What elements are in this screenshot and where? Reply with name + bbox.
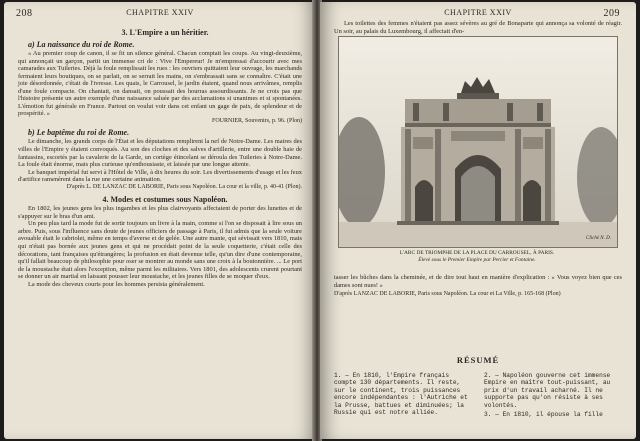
paragraph-b2: Le banquet impérial fut servi à l'Hôtel de Ville, à dix heures du soir. Les divertissements d'usage et les feux d'artifice ramenèrent dans la rue une certaine animation. [18,168,302,184]
section-3-title: 3. L'Empire a un héritier. [121,28,209,37]
arc-de-triomphe-illustration [339,37,617,247]
caption-line-1: L'ARC DE TRIOMPHE DE LA PLACE DU CARROUSEL, À PARIS. [399,250,555,256]
section-4-title: 4. Modes et costumes sous Napoléon. [102,195,228,205]
resume-item-2-text: 2. — Napoléon gouverne cet immense Empire en maître tout-puissant, au prix d'un travail acharné. Il ne supporte pas qu'on résiste à ses volontés. [484,372,611,409]
paragraph-c2: Un peu plus tard la mode fut de sortir toujours un livre à la main, comme si l'on se disposait à lire sous un arbre. Puis, sous l'influence sans doute de jeunes officiers de passage à Paris, il fut admis que la seule voiture avouable était le cabriolet, même en temps d'averse et de gelée. Une autre manie, qui sévissait vers 1810, mais qui n'était pas bornée aux jeunes gens et qui ne procédait point de la seule coquetterie, c'était celle des décorations, tant françaises qu'étrangères; la profusion en était devenue telle, qu'un dire d'une contemporaine, qu'il fallait beaucoup de philosophie pour oser se montrer au monde sans une croix à la boutonnière. ... Le port de la moustache était alors l'exception, même parmi les militaires. Vers 1801, des adolescents crurent pourtant se donner un air martial en laissant pousser leur moustache, et les jeunes filles de se moquer d'eux. [18,220,302,281]
subsection-a-title: a) La naissance du roi de Rome. [28,40,135,49]
caption-line-2: Élevé sous le Premier Empire par Percier et Fontaine. [418,256,536,263]
figure-caption [338,250,616,263]
paragraph-continuation: tasser les bûches dans la cheminée, et de dire tout haut en manière d'explication : « Vous voyez bien que ces dames sont nues! » [334,274,622,289]
left-running-head [14,8,306,20]
paragraph-top: Les toilettes des femmes n'étaient pas assez sévères au gré de Bonaparte qui annonça sa volonté de réagir. Un soir, au palais du Luxembourg, il affectait d'en- [334,20,622,35]
resume-title: RÉSUMÉ [456,355,500,365]
resume-item-2 [484,372,622,418]
right-chapter-title: CHAPITRE XXIV [444,8,512,17]
left-column [18,28,302,288]
source-c: D'après LANZAC DE LABORIE, Paris sous Napoléon. La cour et La Ville, p. 165-168 (Plon) [334,291,561,298]
right-page [320,2,636,439]
source-a: FOURNIER, Souvenirs, p. 96. (Plon) [211,117,302,124]
source-b: D'après L. DE LANZAC DE LABORIE, Paris sous Napoléon. La cour et la ville, p. 40-41 (Plon). [66,183,302,190]
left-page [4,2,316,439]
paragraph-b1: Le dimanche, les grands corps de l'État et les députations remplirent la nef de Notre-Dame. Les maires des villes de l'Empire y étaient convoqués. Au son des cloches et des salves d'artillerie, entre une double haie de fantassins, escortés par la cavalerie de la Garde, un cortège étincelant se déroula des Tuileries à Notre-Dame. La foule était énorme, mais plus curieuse qu'enthousiaste, et laissée par une longue attente. [18,138,302,169]
left-chapter-title: CHAPITRE XXIV [126,8,194,17]
subsection-b-title: b) Le baptême du roi de Rome. [28,128,130,138]
resume-item-3-text: 3. — En 1810, il épouse la fille [484,411,603,419]
arc-photo [338,36,618,248]
resume-item-1: 1. — En 1810, l'Empire français compte 130 départements. Il reste, sur le continent, trois puissances encore indépendantes : l'Autriche et la Prusse, battues et diminuées; la Russie qui est notre alliée. [334,372,468,417]
paragraph-a: « Au premier coup de canon, il se fit un silence général. Chacun comptait les coups. Au vingt-deuxième, qui annonçait un garçon, partit un immense cri de : Vive l'Empereur! Je m'empressai d'accourir avec mes camarades aux Tuileries. Déjà la foule remplissait les rues : les ouvriers quittaient leur ouvrage, les marchands fermaient leurs boutiques, on se parlait, on se serrait les mains, on s'embrassait sans se connaître. C'était une joie désordonnée, c'était de l'ivresse. Les quais, le Carrousel, le jardin étaient, quand nous arrivâmes, remplis d'une foule compacte. On chantait, on dansait, on poussait des hourras assourdissants. Je ne crois pas que l'histoire présente un autre exemple d'une naissance saluée par des acclamations si unanimes et si spontanées. L'émotion fut générale en France. Partout on voulut voir dans cet enfant un gage de paix, de splendeur et de prospérité. » [18,50,302,118]
right-page-number: 209 [603,8,620,19]
photo-credit: Cliché N. D. [586,236,611,241]
paragraph-c3: La mode des cheveux courts pour les hommes persista généralement. [28,280,205,288]
paragraph-c1: En 1802, les jeunes gens les plus ingambes et les plus clairvoyants affectaient de porter des lunettes et de s'appuyer sur le bras d'un ami. [18,205,302,220]
left-page-number: 208 [16,8,33,19]
right-top-text [334,20,622,35]
right-running-head [330,8,626,20]
right-body-continuation [334,274,622,299]
